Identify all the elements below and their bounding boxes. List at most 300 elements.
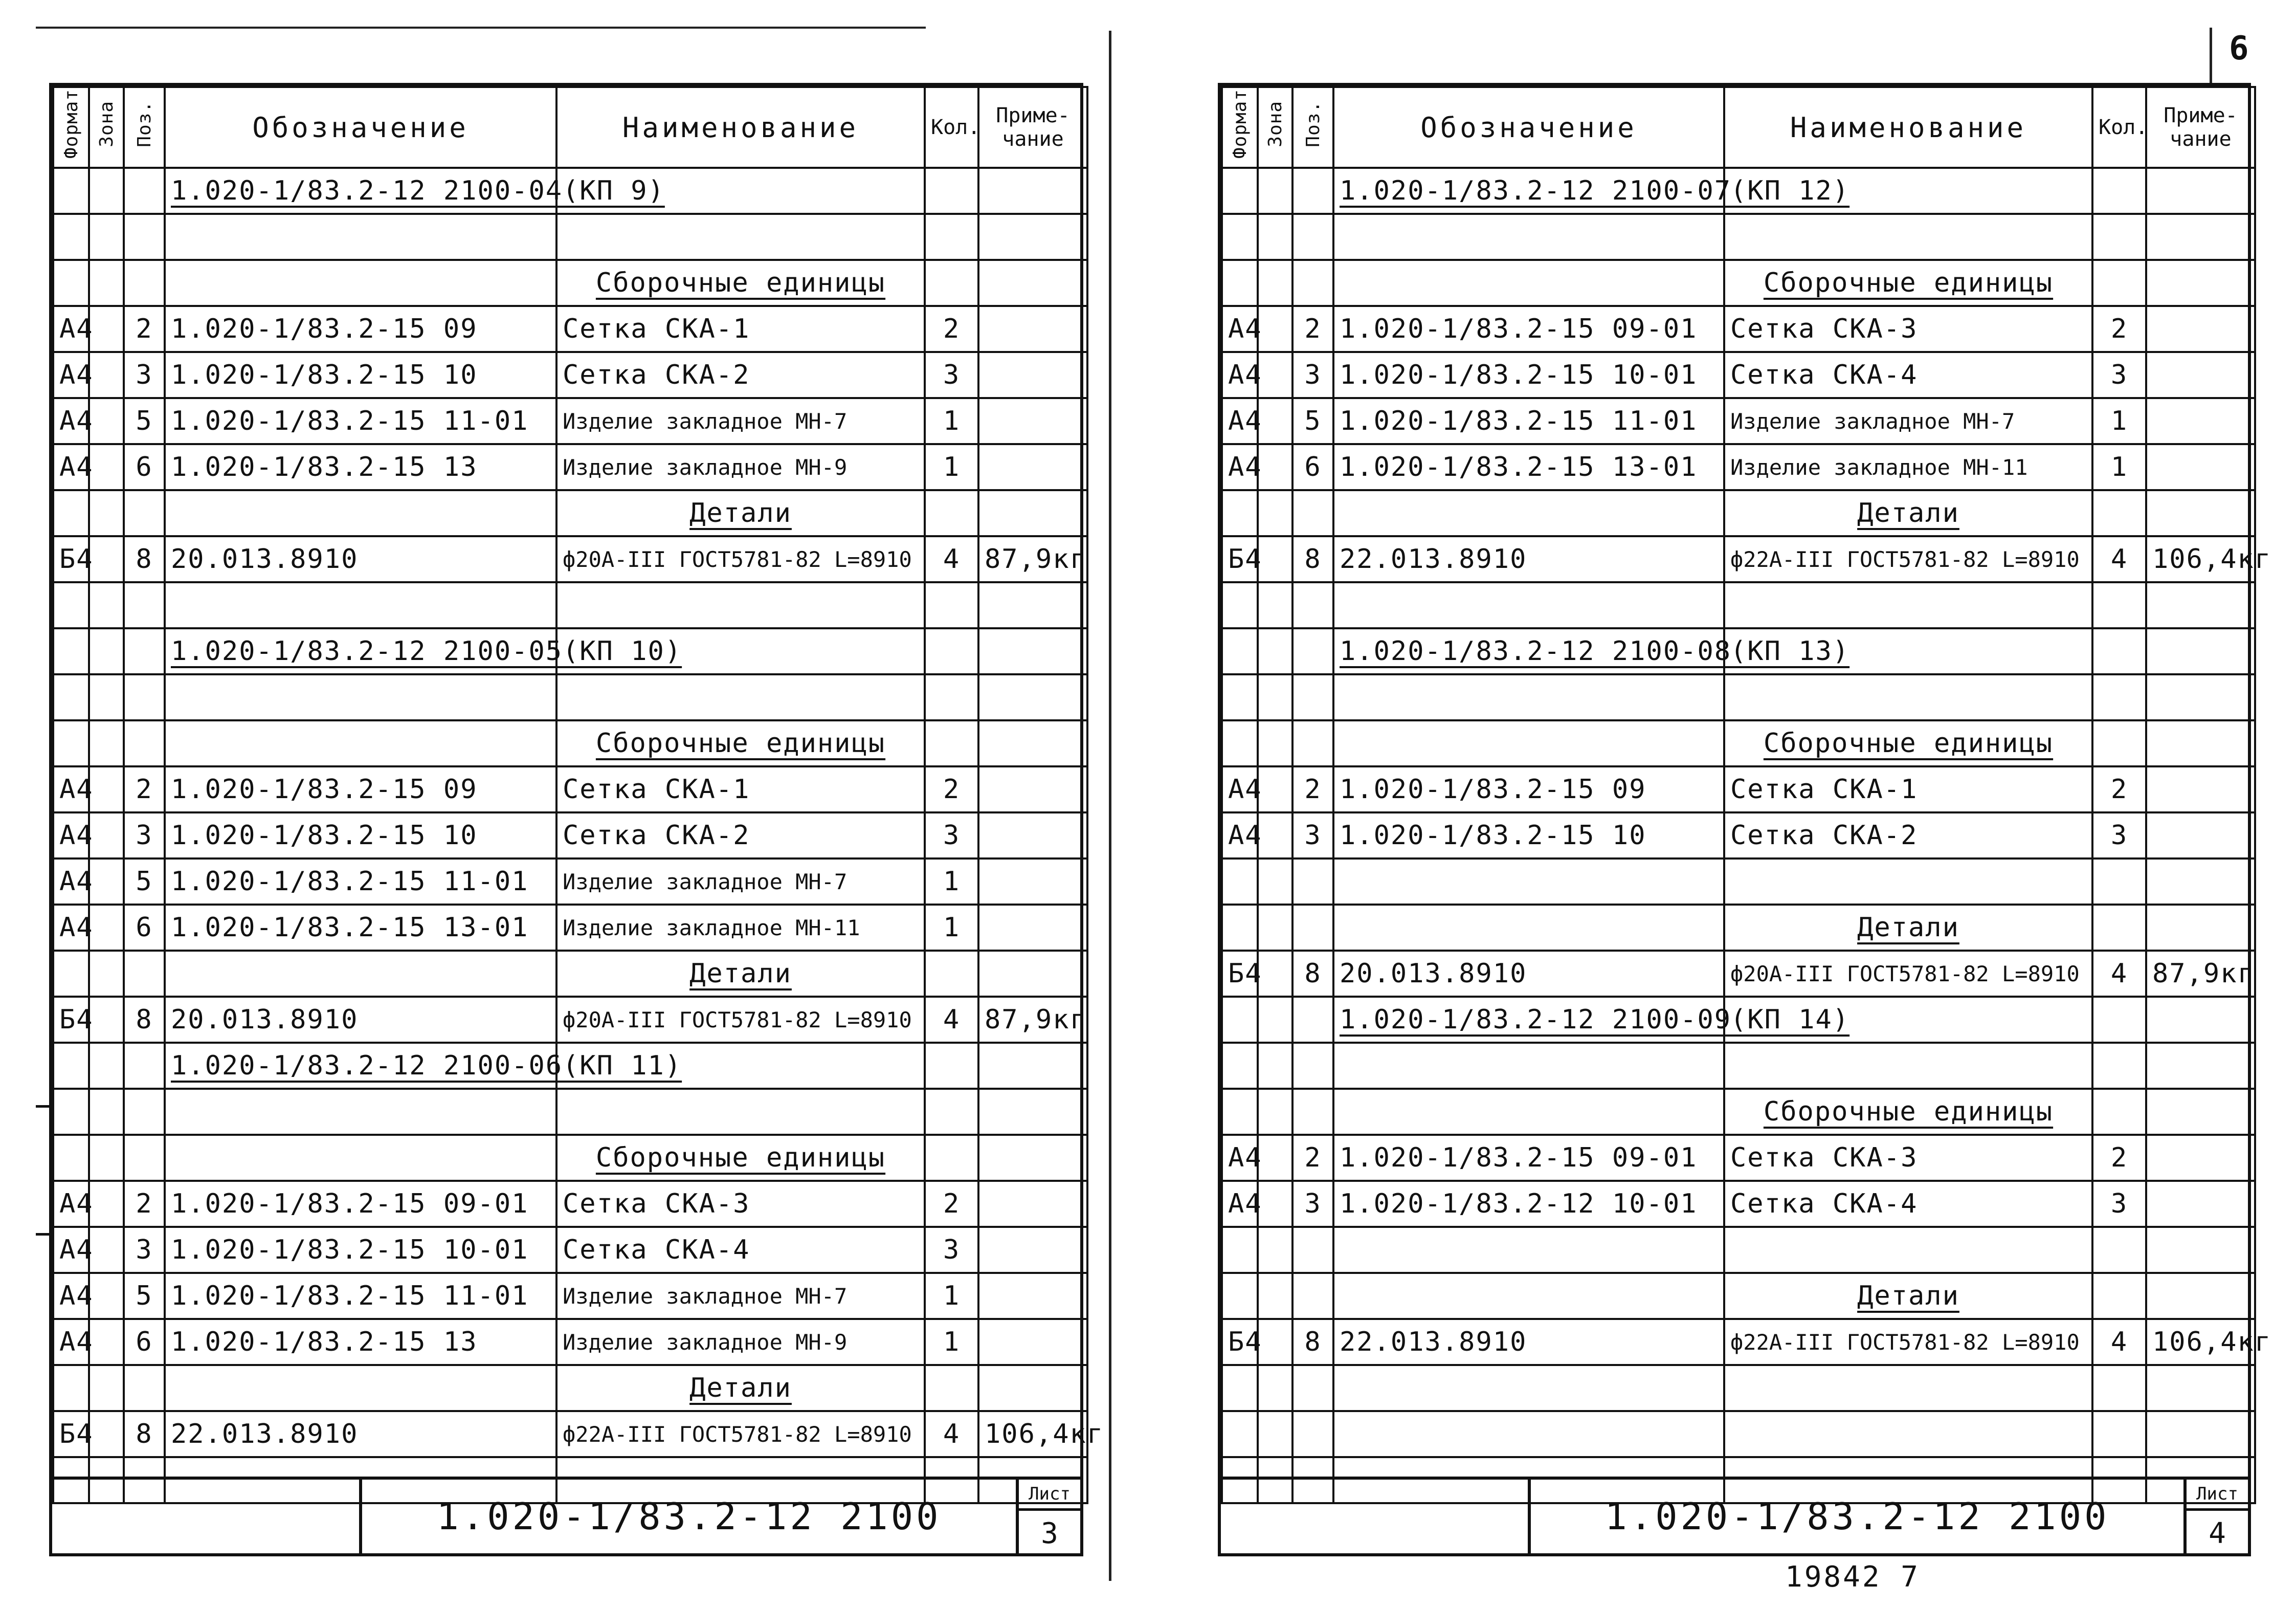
designation-cell	[165, 951, 556, 997]
designation-cell	[1333, 1227, 1724, 1273]
format-cell	[1222, 720, 1258, 766]
note-cell	[2146, 1273, 2255, 1319]
position-cell: 5	[124, 858, 165, 905]
assembly-mark-cell	[556, 1043, 925, 1089]
designation-cell	[1333, 1089, 1724, 1135]
designation-cell: 1.020-1/83.2-15 11-01	[1333, 398, 1724, 444]
zone-cell	[1258, 674, 1292, 720]
note-cell	[2146, 1411, 2255, 1457]
position-cell	[124, 214, 165, 260]
zone-cell	[89, 1227, 124, 1273]
quantity-cell: 3	[2092, 812, 2146, 858]
position-cell	[124, 1089, 165, 1135]
format-cell: А4	[1222, 352, 1258, 398]
note-cell	[2146, 812, 2255, 858]
spec-sheet-right	[1218, 83, 2272, 1556]
format-cell: А4	[1222, 444, 1258, 490]
zone-cell	[1258, 1273, 1292, 1319]
format-cell	[1222, 1089, 1258, 1135]
zone-cell	[89, 628, 124, 674]
quantity-cell	[925, 951, 978, 997]
sheet-number-box	[1016, 1480, 1080, 1553]
assembly-code-cell	[165, 628, 563, 674]
format-cell	[1222, 260, 1258, 306]
format-cell	[1222, 674, 1258, 720]
table-row	[53, 858, 1087, 905]
designation-cell	[165, 1135, 556, 1181]
sheet-number: 4	[2209, 1516, 2226, 1550]
position-cell	[124, 674, 165, 720]
note-cell	[978, 1273, 1087, 1319]
assembly-mark-cell	[1724, 168, 2092, 214]
sheet-number-box	[2183, 1480, 2248, 1553]
name-cell: Сетка СКА-1	[1724, 766, 2092, 812]
zone-cell	[89, 352, 124, 398]
position-cell: 5	[1292, 398, 1333, 444]
note-cell	[2146, 674, 2255, 720]
name-cell: Сетка СКА-1	[556, 306, 925, 352]
position-cell	[1292, 997, 1333, 1043]
designation-cell	[1333, 582, 1724, 628]
name-cell: Изделие закладное МН-7	[556, 1273, 925, 1319]
format-cell: А4	[53, 1273, 89, 1319]
quantity-cell: 2	[925, 1181, 978, 1227]
document-code: 1.020-1/83.2-12 2100	[1604, 1495, 2110, 1538]
table-row	[53, 444, 1087, 490]
section-title: Детали	[1724, 1273, 2092, 1319]
quantity-cell: 3	[2092, 1181, 2146, 1227]
section-title: Сборочные единицы	[1724, 1089, 2092, 1135]
name-cell	[1724, 858, 2092, 905]
position-cell	[124, 168, 165, 214]
note-cell: 106,4кг	[2146, 1319, 2255, 1365]
zone-cell	[1258, 1135, 1292, 1181]
position-cell	[124, 1135, 165, 1181]
position-cell	[1292, 582, 1333, 628]
name-cell	[556, 582, 925, 628]
name-cell	[556, 674, 925, 720]
designation-cell	[1333, 1043, 1724, 1089]
designation-cell: 1.020-1/83.2-15 11-01	[165, 858, 556, 905]
position-cell: 3	[124, 1227, 165, 1273]
assembly-code: 1.020-1/83.2-12 2100-09	[1340, 1004, 1732, 1035]
format-cell	[53, 628, 89, 674]
note-cell: 87,9кг	[978, 536, 1087, 582]
name-cell	[556, 214, 925, 260]
quantity-cell	[2092, 628, 2146, 674]
designation-cell	[165, 720, 556, 766]
note-cell	[978, 398, 1087, 444]
format-cell	[1222, 168, 1258, 214]
position-cell: 2	[124, 306, 165, 352]
top-rule-line	[36, 27, 926, 29]
zone-cell	[89, 1181, 124, 1227]
quantity-cell: 2	[925, 766, 978, 812]
note-cell	[978, 1043, 1087, 1089]
empty-row	[53, 1089, 1087, 1135]
assembly-code: 1.020-1/83.2-12 2100-08	[1340, 636, 1732, 667]
name-cell: Изделие закладное МН-9	[556, 1319, 925, 1365]
table-row	[53, 1227, 1087, 1273]
note-cell	[2146, 1089, 2255, 1135]
document-code: 1.020-1/83.2-12 2100	[436, 1495, 942, 1538]
quantity-cell: 3	[925, 352, 978, 398]
position-cell: 8	[124, 997, 165, 1043]
table-row	[53, 398, 1087, 444]
designation-cell	[1333, 1411, 1724, 1457]
section-title-row	[1222, 905, 2255, 951]
table-row	[53, 1319, 1087, 1365]
note-cell	[2146, 398, 2255, 444]
format-cell: А4	[53, 398, 89, 444]
name-cell: Сетка СКА-4	[1724, 352, 2092, 398]
column-header-format: Формат	[53, 87, 89, 168]
position-cell: 2	[124, 766, 165, 812]
quantity-cell	[2092, 858, 2146, 905]
zone-cell	[89, 1411, 124, 1457]
name-cell: Сетка СКА-2	[1724, 812, 2092, 858]
quantity-cell	[2092, 214, 2146, 260]
note-cell	[978, 1365, 1087, 1411]
section-title-row	[1222, 720, 2255, 766]
quantity-cell	[2092, 1043, 2146, 1089]
format-cell	[1222, 1227, 1258, 1273]
table-row	[53, 812, 1087, 858]
assembly-mark-cell	[556, 628, 925, 674]
name-cell	[556, 1089, 925, 1135]
position-cell	[1292, 1365, 1333, 1411]
designation-cell: 1.020-1/83.2-15 13	[165, 1319, 556, 1365]
column-header-note: Приме-чание	[978, 87, 1087, 168]
note-cell	[978, 766, 1087, 812]
quantity-cell: 2	[925, 306, 978, 352]
note-cell	[2146, 444, 2255, 490]
note-cell	[978, 306, 1087, 352]
quantity-cell	[2092, 1227, 2146, 1273]
note-cell	[978, 582, 1087, 628]
name-cell: Сетка СКА-4	[556, 1227, 925, 1273]
section-title-row	[1222, 1089, 2255, 1135]
format-cell	[53, 1365, 89, 1411]
sheet-label: Лист	[1019, 1480, 1080, 1511]
title-block-blank	[52, 1480, 362, 1553]
zone-cell	[1258, 720, 1292, 766]
quantity-cell: 1	[925, 444, 978, 490]
note-cell	[2146, 352, 2255, 398]
designation-cell: 1.020-1/83.2-15 10	[1333, 812, 1724, 858]
format-cell	[53, 1135, 89, 1181]
format-cell: Б4	[53, 997, 89, 1043]
designation-cell: 20.013.8910	[1333, 951, 1724, 997]
format-cell: А4	[53, 1319, 89, 1365]
section-title: Детали	[1724, 490, 2092, 536]
designation-cell: 1.020-1/83.2-15 09	[165, 766, 556, 812]
note-cell	[2146, 490, 2255, 536]
format-cell	[53, 168, 89, 214]
table-row	[1222, 1319, 2255, 1365]
quantity-cell: 1	[925, 1273, 978, 1319]
position-cell: 6	[124, 1319, 165, 1365]
designation-cell: 1.020-1/83.2-15 10	[165, 352, 556, 398]
format-cell: Б4	[1222, 951, 1258, 997]
designation-cell: 1.020-1/83.2-15 10	[165, 812, 556, 858]
section-title: Детали	[556, 951, 925, 997]
sheet-number: 3	[1041, 1516, 1058, 1550]
zone-cell	[89, 812, 124, 858]
name-cell: Сетка СКА-4	[1724, 1181, 2092, 1227]
table-row	[1222, 1135, 2255, 1181]
format-cell	[53, 582, 89, 628]
position-cell	[124, 260, 165, 306]
assembly-mark-cell	[556, 168, 925, 214]
section-title: Детали	[1724, 905, 2092, 951]
section-title-row	[53, 490, 1087, 536]
name-cell	[1724, 1411, 2092, 1457]
assembly-header-row	[53, 1043, 1087, 1089]
position-cell: 2	[1292, 766, 1333, 812]
column-header-position: Поз.	[124, 87, 165, 168]
zone-cell	[1258, 306, 1292, 352]
assembly-mark: (КП 13)	[1730, 636, 1850, 667]
zone-cell	[1258, 260, 1292, 306]
assembly-code-cell	[1333, 168, 1732, 214]
position-cell: 3	[1292, 352, 1333, 398]
zone-cell	[1258, 997, 1292, 1043]
position-cell	[124, 1043, 165, 1089]
assembly-header-row	[1222, 168, 2255, 214]
note-cell: 106,4кг	[978, 1411, 1087, 1457]
designation-cell	[1333, 905, 1724, 951]
assembly-header-row	[1222, 997, 2255, 1043]
position-cell: 5	[124, 1273, 165, 1319]
note-cell	[978, 444, 1087, 490]
section-title: Сборочные единицы	[556, 1135, 925, 1181]
position-cell	[124, 628, 165, 674]
quantity-cell: 4	[925, 1411, 978, 1457]
designation-cell: 1.020-1/83.2-15 11-01	[165, 398, 556, 444]
format-cell: Б4	[53, 1411, 89, 1457]
table-row	[1222, 536, 2255, 582]
designation-cell: 20.013.8910	[165, 997, 556, 1043]
format-cell: А4	[53, 444, 89, 490]
position-cell: 2	[124, 1181, 165, 1227]
designation-cell: 1.020-1/83.2-15 13-01	[165, 905, 556, 951]
note-cell	[978, 628, 1087, 674]
position-cell: 3	[124, 812, 165, 858]
zone-cell	[89, 766, 124, 812]
assembly-code-cell	[1333, 997, 1732, 1043]
position-cell: 2	[1292, 306, 1333, 352]
table-row	[53, 905, 1087, 951]
zone-cell	[89, 536, 124, 582]
column-header-zone: Зона	[1258, 87, 1292, 168]
format-cell: А4	[1222, 1135, 1258, 1181]
quantity-cell	[925, 720, 978, 766]
section-title-row	[53, 951, 1087, 997]
zone-cell	[89, 168, 124, 214]
designation-cell: 22.013.8910	[1333, 1319, 1724, 1365]
note-cell	[978, 260, 1087, 306]
section-title: Детали	[556, 490, 925, 536]
note-cell	[978, 1227, 1087, 1273]
position-cell	[124, 720, 165, 766]
position-cell: 8	[1292, 536, 1333, 582]
designation-cell: 1.020-1/83.2-15 09-01	[1333, 1135, 1724, 1181]
assembly-mark: (КП 12)	[1730, 175, 1850, 206]
table-row	[53, 1181, 1087, 1227]
zone-cell	[1258, 352, 1292, 398]
section-title: Сборочные единицы	[1724, 260, 2092, 306]
sheet-label: Лист	[2187, 1480, 2248, 1511]
section-title-row	[53, 720, 1087, 766]
zone-cell	[1258, 398, 1292, 444]
column-header-name: Наименование	[556, 87, 925, 168]
designation-cell	[1333, 1273, 1724, 1319]
position-cell	[1292, 214, 1333, 260]
name-cell: Изделие закладное МН-9	[556, 444, 925, 490]
position-cell	[124, 582, 165, 628]
name-cell: ф22А-III ГОСТ5781-82 L=8910	[556, 1411, 925, 1457]
quantity-cell: 1	[925, 1319, 978, 1365]
designation-cell	[165, 260, 556, 306]
designation-cell	[1333, 1365, 1724, 1411]
designation-cell	[165, 674, 556, 720]
position-cell: 5	[124, 398, 165, 444]
format-cell	[1222, 1411, 1258, 1457]
assembly-header-row	[53, 168, 1087, 214]
format-cell: А4	[1222, 766, 1258, 812]
quantity-cell: 3	[925, 812, 978, 858]
quantity-cell: 4	[2092, 1319, 2146, 1365]
designation-cell	[1333, 490, 1724, 536]
assembly-code: 1.020-1/83.2-12 2100-04	[171, 175, 563, 206]
format-cell: А4	[53, 1227, 89, 1273]
column-header-position: Поз.	[1292, 87, 1333, 168]
note-cell	[2146, 766, 2255, 812]
title-block-blank	[1221, 1480, 1531, 1553]
quantity-cell	[925, 168, 978, 214]
designation-cell: 1.020-1/83.2-15 09	[1333, 766, 1724, 812]
position-cell	[1292, 490, 1333, 536]
table-row	[53, 1273, 1087, 1319]
zone-cell	[1258, 766, 1292, 812]
assembly-code-cell	[1333, 628, 1732, 674]
format-cell	[1222, 905, 1258, 951]
section-title-row	[1222, 490, 2255, 536]
column-header-note: Приме-чание	[2146, 87, 2255, 168]
note-cell	[978, 490, 1087, 536]
quantity-cell: 2	[2092, 306, 2146, 352]
quantity-cell	[925, 260, 978, 306]
table-row	[1222, 812, 2255, 858]
zone-cell	[89, 214, 124, 260]
quantity-cell	[2092, 260, 2146, 306]
position-cell: 6	[124, 905, 165, 951]
note-cell	[2146, 306, 2255, 352]
table-row	[1222, 398, 2255, 444]
format-cell	[53, 1043, 89, 1089]
assembly-mark: (КП 14)	[1730, 1004, 1850, 1035]
name-cell: Сетка СКА-2	[556, 812, 925, 858]
empty-row	[1222, 1227, 2255, 1273]
zone-cell	[1258, 1411, 1292, 1457]
column-header-designation: Обозначение	[165, 87, 556, 168]
name-cell: Изделие закладное МН-7	[556, 858, 925, 905]
name-cell: Сетка СКА-3	[1724, 306, 2092, 352]
table-row	[1222, 352, 2255, 398]
zone-cell	[1258, 536, 1292, 582]
empty-row	[1222, 1365, 2255, 1411]
format-cell	[1222, 582, 1258, 628]
designation-cell	[1333, 858, 1724, 905]
designation-cell	[165, 490, 556, 536]
format-cell: А4	[53, 766, 89, 812]
name-cell	[1724, 214, 2092, 260]
name-cell: Изделие закладное МН-7	[556, 398, 925, 444]
format-cell: А4	[53, 905, 89, 951]
column-header-designation: Обозначение	[1333, 87, 1724, 168]
section-title: Сборочные единицы	[556, 260, 925, 306]
column-header-name: Наименование	[1724, 87, 2092, 168]
position-cell: 8	[1292, 1319, 1333, 1365]
name-cell: ф20А-III ГОСТ5781-82 L=8910	[1724, 951, 2092, 997]
note-cell: 87,9кг	[978, 997, 1087, 1043]
note-cell	[2146, 1181, 2255, 1227]
quantity-cell: 4	[2092, 536, 2146, 582]
quantity-cell: 1	[925, 905, 978, 951]
column-header-format: Формат	[1222, 87, 1258, 168]
column-header-quantity: Кол.	[2092, 87, 2146, 168]
note-cell	[2146, 997, 2255, 1043]
table-row	[1222, 1181, 2255, 1227]
quantity-cell: 2	[2092, 1135, 2146, 1181]
zone-cell	[89, 1319, 124, 1365]
title-block	[1221, 1477, 2248, 1553]
format-cell: Б4	[1222, 1319, 1258, 1365]
page-number-divider	[2210, 28, 2212, 84]
note-cell	[978, 1089, 1087, 1135]
position-cell: 3	[1292, 1181, 1333, 1227]
zone-cell	[89, 582, 124, 628]
assembly-code-cell	[165, 168, 563, 214]
zone-cell	[1258, 1181, 1292, 1227]
column-header-zone: Зона	[89, 87, 124, 168]
quantity-cell: 4	[925, 997, 978, 1043]
note-cell	[2146, 1043, 2255, 1089]
position-cell	[124, 951, 165, 997]
name-cell: ф22А-III ГОСТ5781-82 L=8910	[1724, 1319, 2092, 1365]
name-cell: ф20А-III ГОСТ5781-82 L=8910	[556, 997, 925, 1043]
note-cell	[978, 812, 1087, 858]
table-row	[53, 1411, 1087, 1457]
designation-cell: 1.020-1/83.2-12 10-01	[1333, 1181, 1724, 1227]
empty-row	[1222, 1411, 2255, 1457]
zone-cell	[1258, 1089, 1292, 1135]
format-cell: А4	[1222, 306, 1258, 352]
designation-cell: 20.013.8910	[165, 536, 556, 582]
empty-row	[53, 214, 1087, 260]
note-cell	[978, 951, 1087, 997]
archive-mark: 19842 7	[1785, 1560, 1921, 1594]
note-cell	[2146, 214, 2255, 260]
quantity-cell: 3	[2092, 352, 2146, 398]
section-title-row	[1222, 1273, 2255, 1319]
designation-cell	[1333, 214, 1724, 260]
quantity-cell	[2092, 582, 2146, 628]
format-cell: А4	[53, 306, 89, 352]
quantity-cell	[2092, 1089, 2146, 1135]
spec-body	[1222, 168, 2272, 1503]
